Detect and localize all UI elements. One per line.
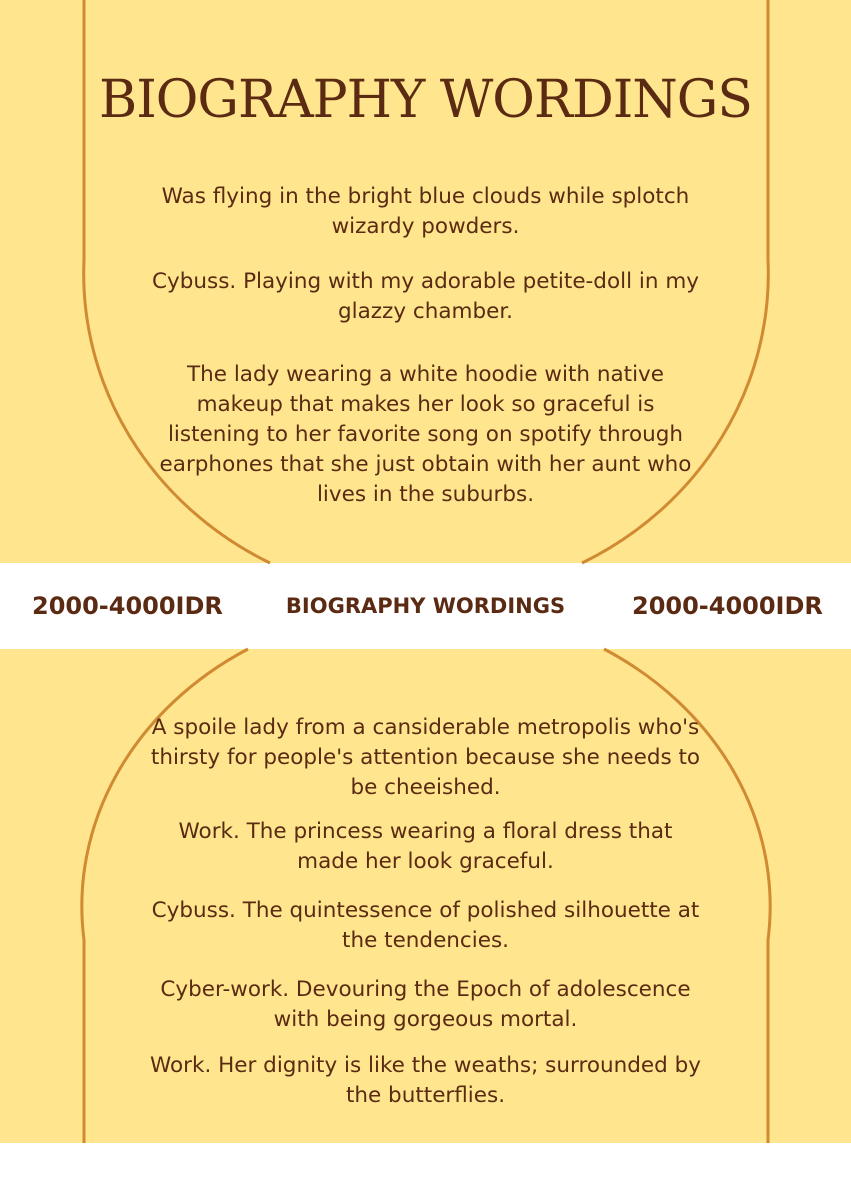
bottom-text-4: Cyber-work. Devouring the Epoch of adolescence with being gorgeous mortal.: [160, 977, 691, 1032]
price-left: 2000-4000IDR: [32, 592, 223, 620]
bottom-text-3: Cybuss. The quintessence of polished silhouette at the tendencies.: [151, 898, 700, 953]
banner-title: BIOGRAPHY WORDINGS: [285, 594, 566, 618]
top-text-2: Cybuss. Playing with my adorable petite-doll in my glazzy chamber.: [151, 269, 699, 324]
top-text-1: Was flying in the bright blue clouds while splotch wizardy powders.: [161, 184, 690, 239]
top-text-3: The lady wearing a white hoodie with native makeup that makes her look so graceful is listening to her favorite song on spotify through earphones that she just obtain with her aunt who lives in the suburbs.: [159, 362, 692, 507]
page-title: BIOGRAPHY WORDINGS: [99, 70, 752, 130]
bottom-text-2: Work. The princess wearing a floral dress that made her look graceful.: [178, 819, 673, 874]
bottom-text-5: Work. Her dignity is like the weaths; surrounded by the butterflies.: [150, 1053, 701, 1108]
bottom-text-1: A spoile lady from a cansiderable metropolis who's thirsty for people's attention because she needs to be cheeished.: [150, 715, 701, 800]
price-right: 2000-4000IDR: [632, 592, 823, 620]
